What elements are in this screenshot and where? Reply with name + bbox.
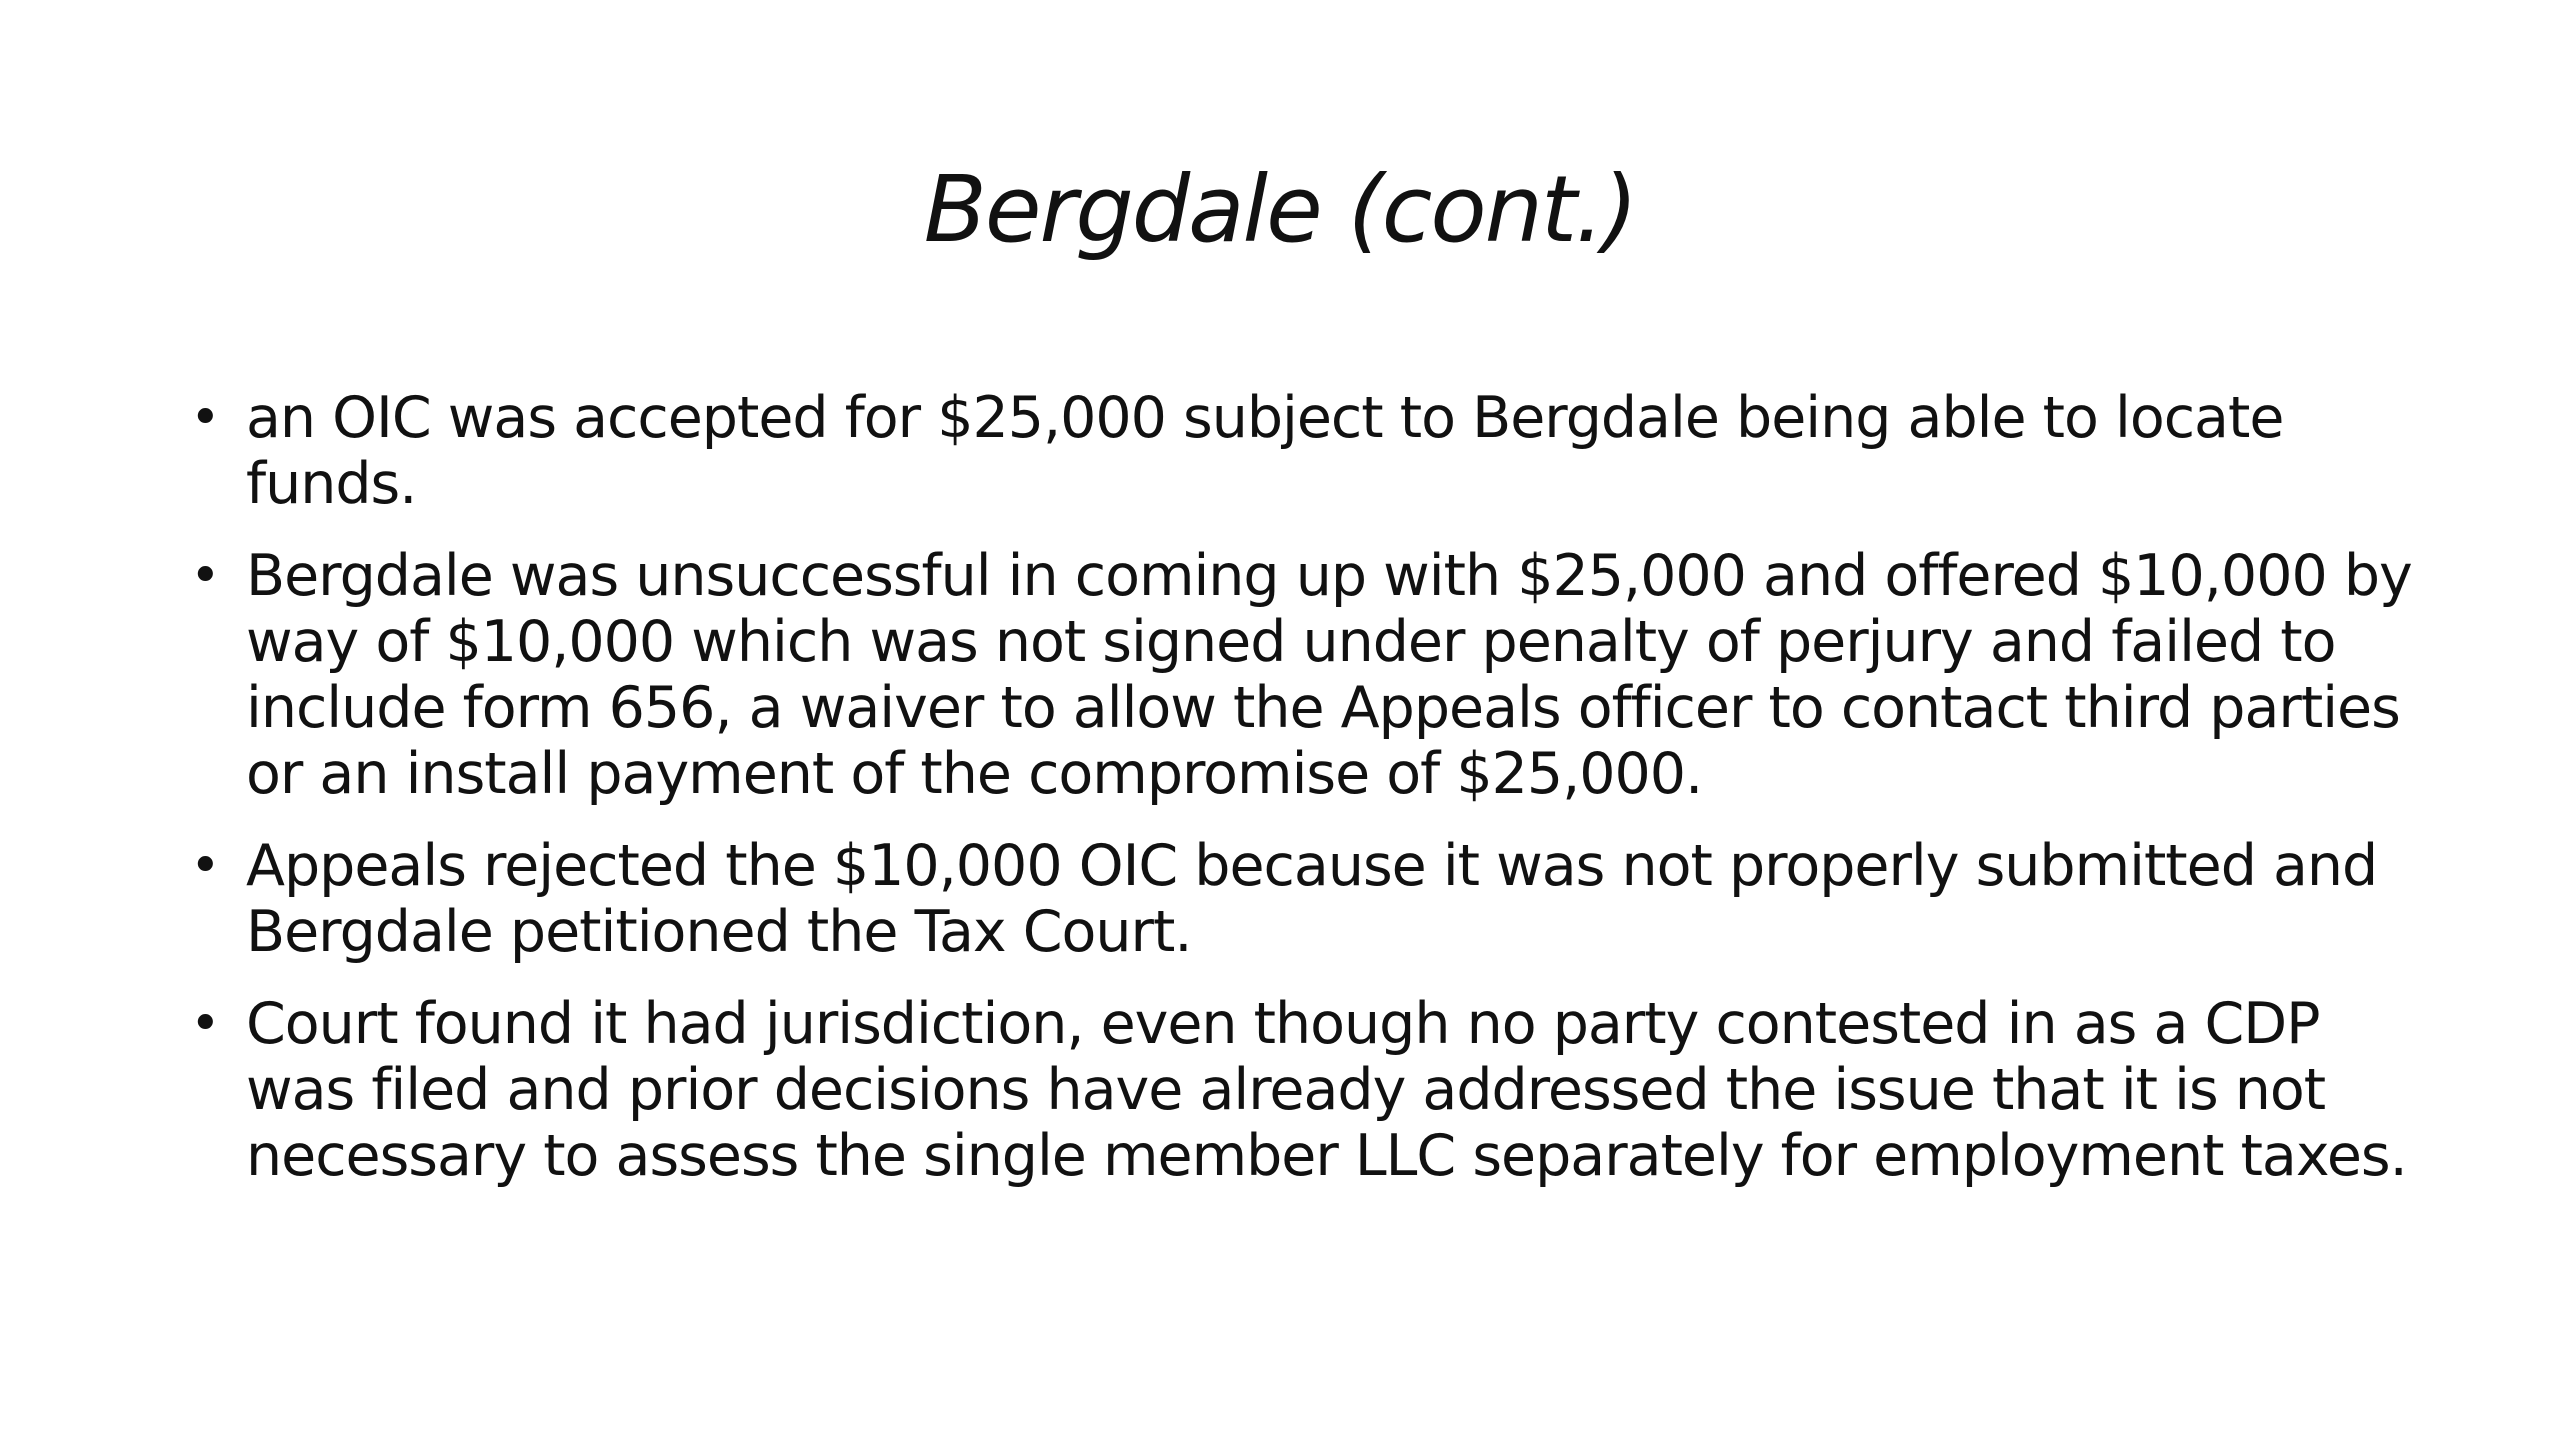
bullet-text: an OIC was accepted for $25,000 subject to Bergdale being able to locate funds. bbox=[246, 385, 2284, 517]
bullet-item-court-jurisdiction bbox=[190, 991, 2430, 1189]
bullet-text: Court found it had jurisdiction, even though no party contested in as a CDP was filed and prior decisions have already addressed the issue that it is not necessary to assess the single member LLC separately for employment taxes. bbox=[246, 991, 2407, 1189]
bullet-dot-icon: • bbox=[190, 546, 220, 606]
slide-title: Bergdale (cont.) bbox=[923, 156, 1637, 263]
bullet-dot-icon: • bbox=[190, 994, 220, 1054]
bullet-dot-icon: • bbox=[190, 836, 220, 896]
bullet-item-offer-10000 bbox=[190, 543, 2430, 807]
bullet-item-oic-accepted bbox=[190, 385, 2430, 517]
bullet-text: Bergdale was unsuccessful in coming up with $25,000 and offered $10,000 by way of $10,000 which was not signed under penalty of perjury and failed to include form 656, a waiver to allow the Appeals officer to contact third parties or an install payment of the compromise of $25,000. bbox=[246, 543, 2412, 807]
bullet-item-appeals-rejected bbox=[190, 833, 2430, 965]
bullet-text: Appeals rejected the $10,000 OIC because it was not properly submitted and Bergdale petitioned the Tax Court. bbox=[246, 833, 2378, 965]
bullet-list bbox=[190, 385, 2430, 1215]
bullet-dot-icon: • bbox=[190, 388, 220, 448]
